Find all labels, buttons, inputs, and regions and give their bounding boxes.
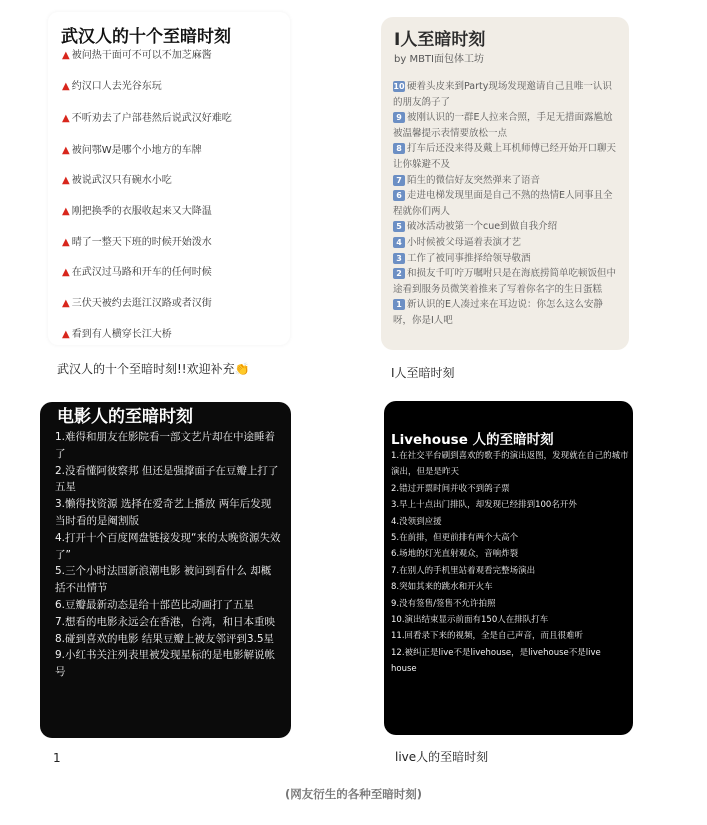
red-triangle-icon: ▲: [62, 175, 70, 186]
list-item: 11.回看录下来的视频，全是自己声音，而且很难听: [391, 631, 584, 642]
footer-caption: (网友衍生的各种至暗时刻): [284, 787, 422, 801]
number-badge-icon: 10: [393, 82, 405, 91]
list-item: 3.早上十点出门排队，却发现已经排到100名开外: [391, 500, 577, 511]
list-item: 7.想看的电影永远会在香港，台湾，和日本重映: [55, 615, 276, 628]
list-item: 10.演出结束显示前面有150人在排队打车: [391, 615, 549, 626]
list-item: 3.懒得找资源 选择在爱奇艺上播放 两年后发现当时看的是阉割版: [55, 498, 272, 527]
movie-card[interactable]: [40, 402, 291, 738]
red-triangle-icon: ▲: [62, 298, 70, 309]
list-item: ▲ 在武汉过马路和开车的任何时候: [62, 267, 212, 278]
list-item: ▲ 晴了一整天下班的时候开始泼水: [62, 237, 212, 248]
list-item: 2.没看懂阿彼察邦 但还是强撑面子在豆瓣上打了五星: [55, 464, 279, 494]
list-item: 4.打开十个百度网盘链接发现“来的太晚资源失效了”: [55, 531, 281, 561]
list-item: 5.在前排，但更前排有两个大高个: [391, 533, 519, 544]
list-item: 1.难得和朋友在影院看一部文艺片却在中途睡着了: [55, 431, 276, 460]
list-item: ▲ 被说武汉只有碗水小吃: [62, 175, 172, 186]
list-item: ▲ 看到有人横穿长江大桥: [62, 329, 172, 340]
movie-card-list: [55, 429, 281, 681]
number-badge-icon: 7: [393, 175, 405, 186]
red-triangle-icon: ▲: [62, 50, 70, 61]
red-triangle-icon: ▲: [62, 237, 70, 248]
list-item: ▲ 不听劝去了户部巷然后说武汉好难吃: [62, 113, 232, 124]
list-item: ▲ 三伏天被约去逛江汉路或者汉街: [62, 298, 212, 309]
number-badge-icon: 2: [393, 268, 405, 279]
number-badge-icon: 8: [393, 143, 405, 154]
list-item: 6.场地的灯光直射观众，音响炸裂: [391, 549, 519, 560]
list-item: 9 被刚认识的一群E人拉来合照，手足无措面露尴尬被温馨提示表情要放松一点: [393, 112, 613, 139]
i-card-byline: by MBTI面包体工坊: [394, 54, 484, 65]
livehouse-card[interactable]: [384, 401, 633, 735]
red-triangle-icon: ▲: [62, 267, 70, 278]
livehouse-card-title: Livehouse 人的至暗时刻: [391, 432, 554, 448]
list-item: 6.豆瓣最新动态是给十部芭比动画打了五星: [55, 598, 255, 611]
list-item: 1.在社交平台刷到喜欢的歌手的演出返图，发现就在自己的城市演出，但是是昨天: [391, 451, 629, 478]
list-item: 12.被纠正是live不是livehouse，是livehouse不是live house: [391, 647, 601, 675]
list-item: 10 硬着头皮来到Party现场发现邀请自己且唯一认识的朋友鸽子了: [393, 81, 612, 108]
wuhan-card[interactable]: [48, 12, 290, 345]
list-item: 4.没领到应援: [391, 516, 442, 527]
movie-card-title: 电影人的至暗时刻: [57, 407, 193, 427]
list-item: ▲ 刚把换季的衣服收起来又大降温: [62, 206, 212, 217]
number-badge-icon: 6: [393, 190, 405, 201]
list-item: 8.突如其来的跳水和开火车: [391, 582, 493, 593]
number-badge-icon: 9: [393, 112, 405, 123]
movie-card-caption: 1: [53, 751, 61, 765]
livehouse-card-list: [391, 448, 629, 678]
number-badge-icon: 4: [393, 237, 405, 248]
red-triangle-icon: ▲: [62, 145, 70, 156]
wuhan-caption: 武汉人的十个至暗时刻!!欢迎补充👏: [57, 362, 250, 376]
red-triangle-icon: ▲: [62, 81, 70, 92]
i-card-title: I人至暗时刻: [394, 30, 486, 50]
list-item: 8 打车后还没来得及戴上耳机师傅已经开始开口聊天让你躲避不及: [393, 143, 617, 170]
livehouse-card-caption: live人的至暗时刻: [395, 750, 489, 764]
list-item: 1 新认识的E人凑过来在耳边说：你怎么这么安静呀，你是I人吧: [393, 299, 604, 326]
list-item: 9.小红书关注列表里被发现星标的是电影解说帐号: [55, 649, 276, 679]
list-item: 7 陌生的微信好友突然弹来了语音: [393, 173, 621, 189]
list-item: 7.在别人的手机里站着观看完整场演出: [391, 565, 536, 576]
number-badge-icon: 5: [393, 221, 405, 232]
list-item: 8.碰到喜欢的电影 结果豆瓣上被友邻评到3.5星: [55, 632, 275, 645]
list-item: 2 和损友千叮咛万嘱咐只是在海底捞简单吃顿饭但中途看到服务员微笑着推来了写着你名字的生日蛋糕: [393, 268, 617, 295]
list-item: 9.没有签售/签售不允许拍照: [391, 598, 496, 609]
red-triangle-icon: ▲: [62, 113, 70, 124]
i-person-card[interactable]: [381, 17, 629, 350]
red-triangle-icon: ▲: [62, 206, 70, 217]
list-item: 5.三个小时法国新浪潮电影 被问到看什么 却概括不出情节: [55, 565, 272, 595]
list-item: 3 工作了被同事推择给领导敬酒: [393, 251, 621, 267]
number-badge-icon: 3: [393, 253, 405, 264]
list-item: 4 小时候被父母逼着表演才艺: [393, 235, 621, 251]
list-item: ▲ 约汉口人去光谷东玩: [62, 81, 162, 92]
i-card-list: [393, 79, 621, 329]
list-item: ▲ 被问鄂W是哪个小地方的车牌: [62, 145, 202, 156]
list-item: 6 走进电梯发现里面是自己不熟的热情E人同事且全程就你们两人: [393, 190, 613, 217]
list-item: 2.错过开票时间并收不到鸽子票: [391, 483, 510, 494]
list-item: 5 破冰活动被第一个cue到做自我介绍: [393, 219, 621, 235]
red-triangle-icon: ▲: [62, 329, 70, 340]
i-card-caption: I人至暗时刻: [391, 366, 455, 380]
number-badge-icon: 1: [393, 299, 405, 310]
list-item: ▲ 被问热干面可不可以不加芝麻酱: [62, 50, 212, 61]
wuhan-card-title: 武汉人的十个至暗时刻: [61, 27, 231, 47]
